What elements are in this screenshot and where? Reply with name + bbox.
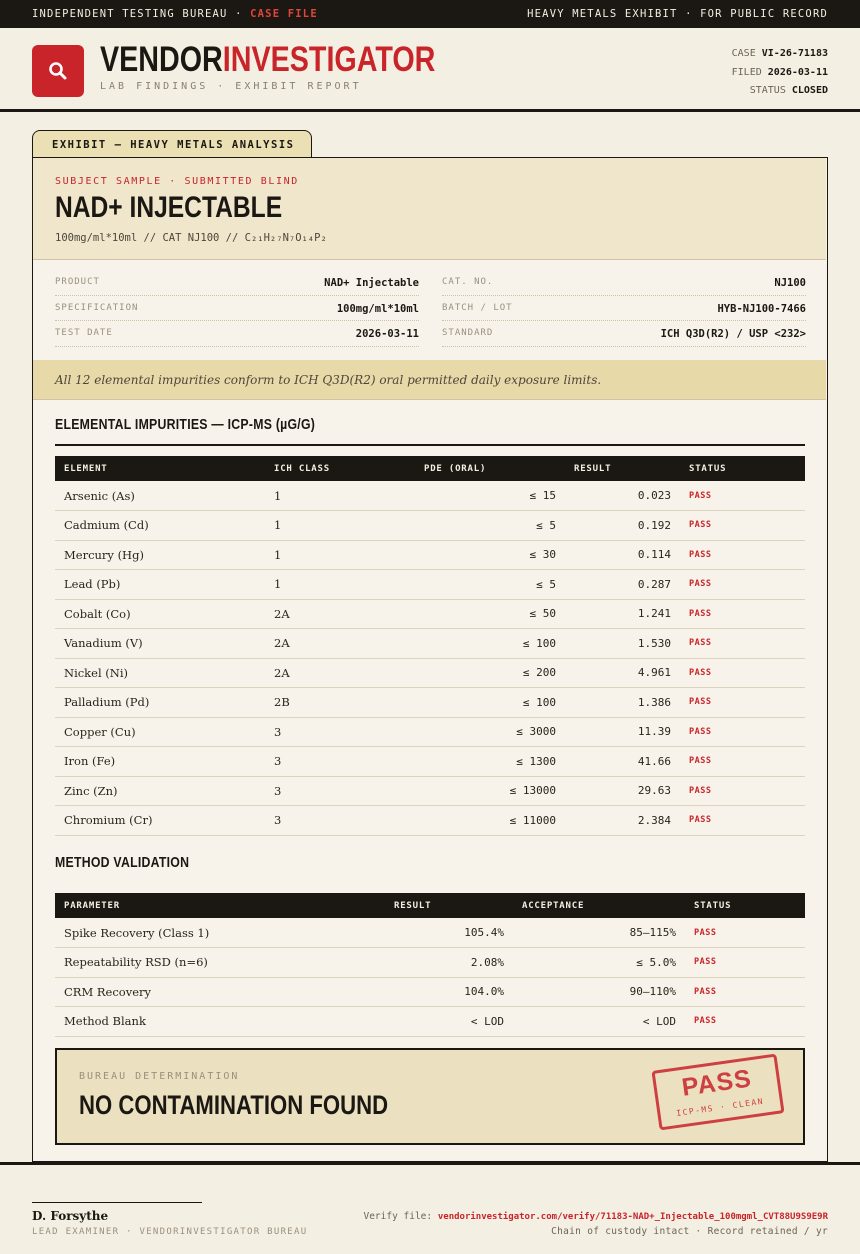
status-cell: PASS [685,1007,805,1037]
top-bar [0,0,860,28]
status-value: CLOSED [791,85,828,96]
brand-wordmark [100,40,435,80]
status-cell: PASS [680,806,805,836]
status-cell: PASS [685,918,805,948]
result-cell: 29.63 [565,776,680,806]
ich-class-cell: 3 [265,776,415,806]
bureau-label: INDEPENDENT TESTING BUREAU · [32,8,243,20]
pde-cell: ≤ 200 [415,658,565,688]
case-meta [732,45,828,101]
parameter-cell: Repeatability RSD (n=6) [55,948,385,978]
result-cell: 0.114 [565,540,680,570]
impurities-table [55,456,805,836]
signature-line [32,1202,202,1203]
meta-row [55,321,419,347]
custody-note: Chain of custody intact · Record retained / yr [551,1226,828,1237]
status-cell: PASS [680,570,805,600]
table-row [55,629,805,659]
acceptance-cell: 90–110% [513,977,685,1007]
pde-cell: ≤ 100 [415,629,565,659]
validation-title: METHOD VALIDATION [55,854,190,871]
result-cell: 0.023 [565,481,680,511]
acceptance-cell: ≤ 5.0% [513,948,685,978]
meta-value: ICH Q3D(R2) / USP <232> [660,328,806,340]
determination-box [55,1048,805,1145]
col-header: STATUS [685,893,805,918]
table-row [55,806,805,836]
meta-value: 2026-03-11 [355,328,419,340]
exhibit-tab[interactable]: EXHIBIT — HEAVY METALS ANALYSIS [32,130,312,158]
element-cell: Vanadium (V) [55,629,265,659]
table-header-row [55,456,805,481]
status-cell: PASS [680,688,805,718]
status-cell: PASS [680,481,805,511]
acceptance-cell: < LOD [513,1007,685,1037]
col-header: ELEMENT [55,456,265,481]
pde-cell: ≤ 15 [415,481,565,511]
table-row [55,977,805,1007]
validation-table [55,893,805,1037]
meta-row [442,321,806,347]
result-cell: 104.0% [385,977,513,1007]
table-row [55,1007,805,1037]
result-cell: 0.287 [565,570,680,600]
col-header: ACCEPTANCE [513,893,685,918]
impurities-title: ELEMENTAL IMPURITIES — ICP-MS (µG/G) [55,416,316,433]
title-rule [55,444,805,446]
pde-cell: ≤ 1300 [415,747,565,777]
col-header: STATUS [680,456,805,481]
result-cell: 11.39 [565,717,680,747]
ich-class-cell: 2B [265,688,415,718]
ich-class-cell: 1 [265,570,415,600]
ich-class-cell: 3 [265,747,415,777]
exhibit-card [32,157,828,1162]
meta-row [442,270,806,296]
col-header: ICH CLASS [265,456,415,481]
pde-cell: ≤ 30 [415,540,565,570]
element-cell: Palladium (Pd) [55,688,265,718]
validation-body [55,918,805,1036]
table-row [55,658,805,688]
col-header: RESULT [565,456,680,481]
header [0,28,860,112]
case-file-label: CASE FILE [250,8,318,20]
status-line [732,82,828,101]
meta-label: TEST DATE [55,328,113,338]
result-cell: < LOD [385,1007,513,1037]
status-cell: PASS [680,658,805,688]
status-cell: PASS [680,599,805,629]
case-label: CASE [731,48,756,59]
table-row [55,570,805,600]
col-header: PARAMETER [55,893,385,918]
table-row [55,481,805,511]
brand-subtitle: LAB FINDINGS · EXHIBIT REPORT [100,81,362,92]
col-header: PDE (ORAL) [415,456,565,481]
conformance-note: All 12 elemental impurities conform to ICH Q3D(R2) oral permitted daily exposure limits. [33,360,826,400]
pde-cell: ≤ 5 [415,570,565,600]
verify-line [363,1211,828,1222]
status-cell: PASS [680,717,805,747]
result-cell: 4.961 [565,658,680,688]
element-cell: Nickel (Ni) [55,658,265,688]
signer-title: LEAD EXAMINER · VENDORINVESTIGATOR BUREAU [32,1227,308,1237]
element-cell: Cadmium (Cd) [55,511,265,541]
ich-class-cell: 2A [265,629,415,659]
pde-cell: ≤ 100 [415,688,565,718]
parameter-cell: CRM Recovery [55,977,385,1007]
table-row [55,599,805,629]
table-row [55,948,805,978]
search-icon [46,59,70,83]
ich-class-cell: 1 [265,511,415,541]
ich-class-cell: 3 [265,806,415,836]
meta-value: NAD+ Injectable [324,277,419,289]
table-row [55,776,805,806]
status-cell: PASS [680,776,805,806]
result-cell: 105.4% [385,918,513,948]
subject-spec-line: 100mg/ml*10ml // CAT NJ100 // C₂₁H₂₇N₇O₁₄P₂ [55,232,327,244]
status-label: STATUS [749,85,786,96]
pass-stamp [651,1054,784,1131]
result-cell: 0.192 [565,511,680,541]
table-row [55,717,805,747]
filed-line [732,64,828,83]
table-row [55,540,805,570]
pde-cell: ≤ 3000 [415,717,565,747]
stamp-sub: ICP-MS · CLEAN [675,1096,765,1118]
result-cell: 1.386 [565,688,680,718]
status-cell: PASS [680,511,805,541]
impurities-body [55,481,805,835]
status-cell: PASS [680,629,805,659]
element-cell: Iron (Fe) [55,747,265,777]
meta-right [442,270,806,347]
meta-row [442,296,806,322]
pde-cell: ≤ 50 [415,599,565,629]
meta-label: SPECIFICATION [55,302,139,313]
table-row [55,918,805,948]
status-cell: PASS [680,747,805,777]
result-cell: 2.384 [565,806,680,836]
verify-label: Verify file: [363,1211,433,1222]
col-header: RESULT [385,893,513,918]
stamp-main: PASS [680,1064,754,1102]
element-cell: Chromium (Cr) [55,806,265,836]
subject-panel [33,158,826,260]
top-bar-right: HEAVY METALS EXHIBIT · FOR PUBLIC RECORD [527,8,828,20]
meta-label: CAT. NO. [442,277,494,287]
meta-value: NJ100 [774,277,806,289]
result-cell: 41.66 [565,747,680,777]
meta-row [55,270,419,296]
element-cell: Zinc (Zn) [55,776,265,806]
table-header-row [55,893,805,918]
table-row [55,511,805,541]
meta-label: BATCH / LOT [442,302,513,313]
table-row [55,688,805,718]
element-cell: Copper (Cu) [55,717,265,747]
brand-part-1: VENDOR [100,40,223,79]
meta-value: HYB-NJ100-7466 [717,302,806,315]
parameter-cell: Method Blank [55,1007,385,1037]
ich-class-cell: 3 [265,717,415,747]
status-cell: PASS [685,977,805,1007]
subject-label: SUBJECT SAMPLE · SUBMITTED BLIND [55,176,299,187]
pde-cell: ≤ 11000 [415,806,565,836]
element-cell: Lead (Pb) [55,570,265,600]
meta-value: 100mg/ml*10ml [336,302,419,315]
brand-part-2: INVESTIGATOR [222,40,436,79]
verify-link[interactable]: vendorinvestigator.com/verify/71183-NAD+_Injectable_100mgml_CVT88U9S9E9R [437,1212,828,1222]
footer-rule [0,1162,860,1165]
subject-name: NAD+ INJECTABLE [55,191,283,224]
meta-label: STANDARD [442,328,494,338]
status-cell: PASS [685,948,805,978]
status-cell: PASS [680,540,805,570]
pde-cell: ≤ 13000 [415,776,565,806]
parameter-cell: Spike Recovery (Class 1) [55,918,385,948]
case-number-line [732,45,828,64]
result-cell: 1.241 [565,599,680,629]
ich-class-cell: 2A [265,658,415,688]
determination-label: BUREAU DETERMINATION [79,1071,240,1082]
result-cell: 1.530 [565,629,680,659]
top-bar-left [32,8,318,20]
meta-row [55,296,419,322]
element-cell: Cobalt (Co) [55,599,265,629]
case-number: VI-26-71183 [761,48,828,59]
filed-date: 2026-03-11 [767,66,828,78]
acceptance-cell: 85–115% [513,918,685,948]
element-cell: Arsenic (As) [55,481,265,511]
logo[interactable] [32,45,84,97]
ich-class-cell: 2A [265,599,415,629]
result-cell: 2.08% [385,948,513,978]
meta-label: PRODUCT [55,277,100,287]
determination-value: NO CONTAMINATION FOUND [79,1090,389,1120]
meta-left [55,270,419,347]
pde-cell: ≤ 5 [415,511,565,541]
element-cell: Mercury (Hg) [55,540,265,570]
ich-class-cell: 1 [265,540,415,570]
ich-class-cell: 1 [265,481,415,511]
signer-name: D. Forsythe [32,1209,109,1223]
filed-label: FILED [731,66,762,78]
table-row [55,747,805,777]
